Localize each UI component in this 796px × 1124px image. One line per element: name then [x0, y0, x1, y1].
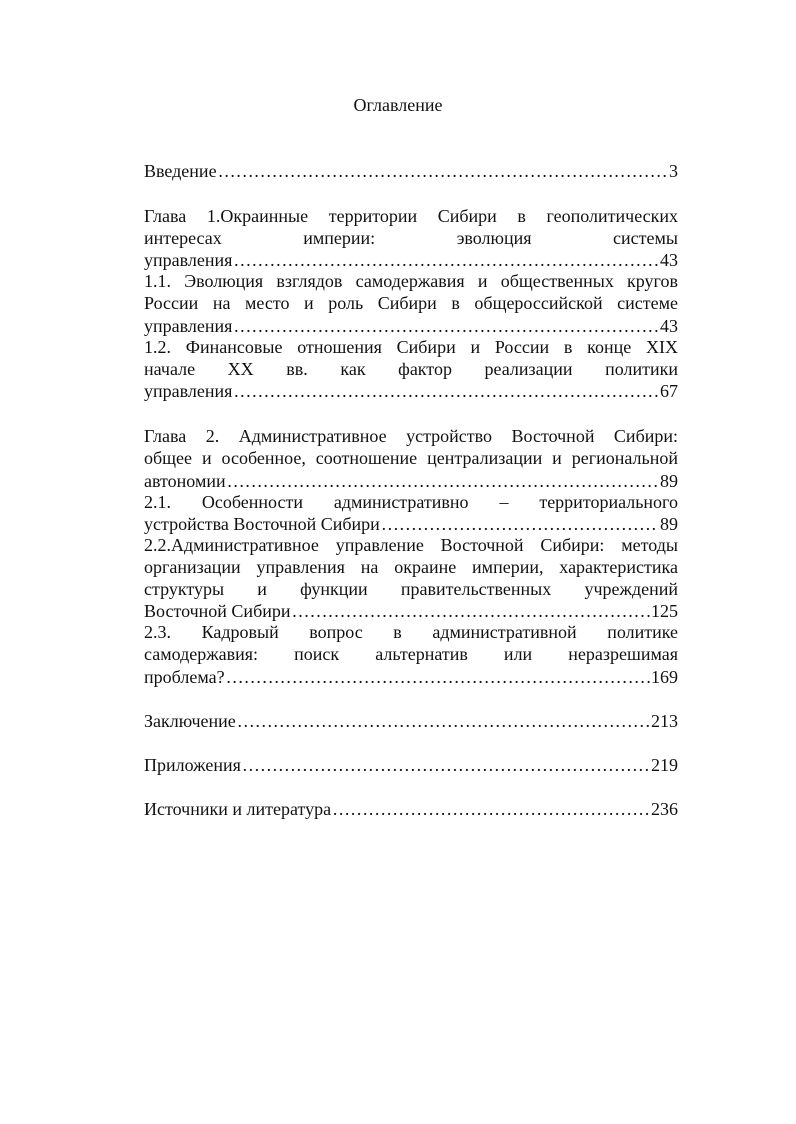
toc-entry-line: структуры и функции правительственных учреждений: [144, 578, 678, 599]
toc-entry-line: 1.1. Эволюция взглядов самодержавия и общественных кругов: [144, 271, 678, 292]
toc-entry-section-2-2: [144, 535, 678, 622]
toc-entry-conclusion: [144, 710, 678, 732]
leader-dots: [233, 380, 659, 402]
toc-entry-label: Источники и литература: [144, 798, 332, 819]
toc-entry-label: Заключение: [144, 710, 236, 731]
toc-entry-line: 2.3. Кадровый вопрос в административной политике: [144, 622, 678, 643]
toc-entry-label: Восточной Сибири: [144, 601, 291, 622]
toc-entry-chapter1: [144, 206, 678, 271]
toc-entry-sources: [144, 798, 678, 820]
toc-entry-section-2-1: [144, 492, 678, 536]
page-title: Оглавление: [353, 95, 443, 115]
toc-entry-section-1-1: [144, 271, 678, 336]
leader-dots: [233, 249, 659, 271]
toc-entry-line: Глава 2. Административное устройство Восточной Сибири:: [144, 426, 678, 447]
toc-entry-label: Введение: [144, 161, 217, 181]
toc-page-number: 89: [660, 470, 678, 491]
toc-entry-line: России на место и роль Сибири в общероссийской системе: [144, 293, 678, 314]
toc-entry-section-2-3: [144, 622, 678, 687]
toc-page-number: 236: [651, 798, 678, 819]
toc-entry-label: проблема?: [144, 666, 225, 687]
leader-dots: [332, 798, 650, 820]
toc-entry-label: управления: [144, 315, 233, 336]
toc-page-number: 213: [651, 710, 678, 731]
toc-entry-line: самодержавия: поиск альтернатив или неразрешимая: [144, 644, 678, 665]
toc-entry-line: интересах империи: эволюция системы: [144, 227, 678, 248]
toc-entry-chapter2: [144, 426, 678, 491]
leader-dots: [227, 470, 659, 492]
toc-page-number: 67: [660, 381, 678, 402]
toc-entry-line: организации управления на окраине империи, характеристика: [144, 557, 678, 578]
toc-entry-section-1-2: [144, 337, 678, 402]
toc-entry-appendices: [144, 754, 678, 776]
toc-entry-line: 2.1. Особенности административно – территориального: [144, 491, 678, 512]
toc-page-number: 125: [651, 601, 678, 622]
toc-entry-label: автономии: [144, 470, 226, 491]
leader-dots: [218, 160, 668, 182]
toc-page-number: 219: [651, 754, 678, 775]
leader-dots: [233, 315, 659, 337]
toc-page-number: 3: [669, 161, 678, 181]
toc-entry-label: управления: [144, 381, 233, 402]
toc-page-number: 43: [660, 250, 678, 271]
toc-page-number: 43: [660, 315, 678, 336]
toc-entry-intro: [144, 160, 678, 182]
toc-entry-line: 1.2. Финансовые отношения Сибири и России в конце XIX: [144, 336, 678, 357]
toc-entry-line: Глава 1.Окраинные территории Сибири в геополитических: [144, 206, 678, 226]
leader-dots: [292, 600, 651, 622]
toc-entry-label: управления: [144, 250, 233, 271]
leader-dots: [381, 513, 659, 535]
toc-entry-line: 2.2.Административное управление Восточной Сибири: методы: [144, 535, 678, 556]
table-of-contents: [144, 160, 678, 820]
leader-dots: [226, 666, 650, 688]
toc-entry-label: устройства Восточной Сибири: [144, 514, 380, 535]
toc-entry-label: Приложения: [144, 754, 241, 775]
toc-page-number: 169: [651, 666, 678, 687]
leader-dots: [242, 754, 650, 776]
toc-page-number: 89: [660, 514, 678, 535]
toc-entry-line: общее и особенное, соотношение централизации и региональной: [144, 447, 678, 468]
toc-entry-line: начале XX вв. как фактор реализации политики: [144, 358, 678, 379]
leader-dots: [237, 710, 650, 732]
